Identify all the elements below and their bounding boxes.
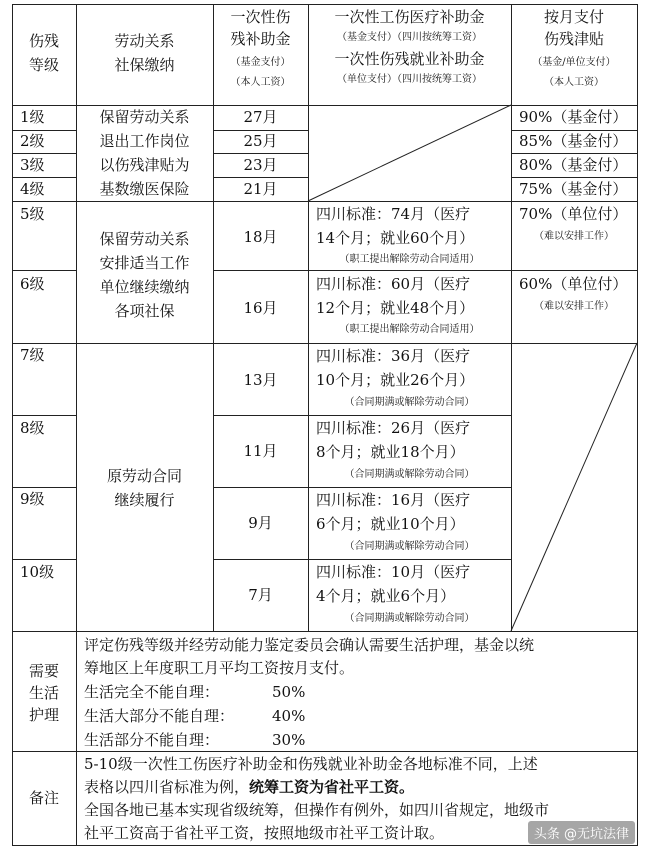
- grade-cell: 10级: [20, 563, 55, 581]
- grade-cell: 8级: [20, 419, 45, 437]
- onetime-cell: 11月: [243, 442, 278, 460]
- monthly-cell: 75%（基金付）: [519, 180, 628, 198]
- grade-cell: 7级: [20, 346, 45, 364]
- remark-emphasis: 统筹工资为省社平工资。: [249, 778, 415, 796]
- grade-cell: 4级: [20, 180, 45, 198]
- grade-cell: 5级: [20, 205, 45, 223]
- grade-cell: 1级: [20, 108, 45, 126]
- onetime-cell: 18月: [243, 228, 278, 246]
- onetime-cell: 27月: [243, 108, 278, 126]
- onetime-cell: 25月: [243, 132, 278, 150]
- onetime-cell: 9月: [248, 514, 273, 532]
- grade-cell: 3级: [20, 156, 45, 174]
- grade-cell: 9级: [20, 490, 45, 508]
- onetime-cell: 16月: [243, 299, 278, 317]
- onetime-cell: 7月: [248, 586, 273, 604]
- onetime-cell: 23月: [243, 156, 278, 174]
- monthly-cell: 85%（基金付）: [519, 132, 628, 150]
- onetime-cell: 13月: [243, 371, 278, 389]
- grade-cell: 6级: [20, 275, 45, 293]
- remark-label: 备注: [28, 789, 59, 807]
- monthly-cell: 90%（基金付）: [519, 108, 628, 126]
- onetime-cell: 21月: [243, 180, 278, 198]
- monthly-cell: 80%（基金付）: [519, 156, 628, 174]
- watermark: 头条 @无坑法律: [528, 821, 635, 844]
- grade-cell: 2级: [20, 132, 45, 150]
